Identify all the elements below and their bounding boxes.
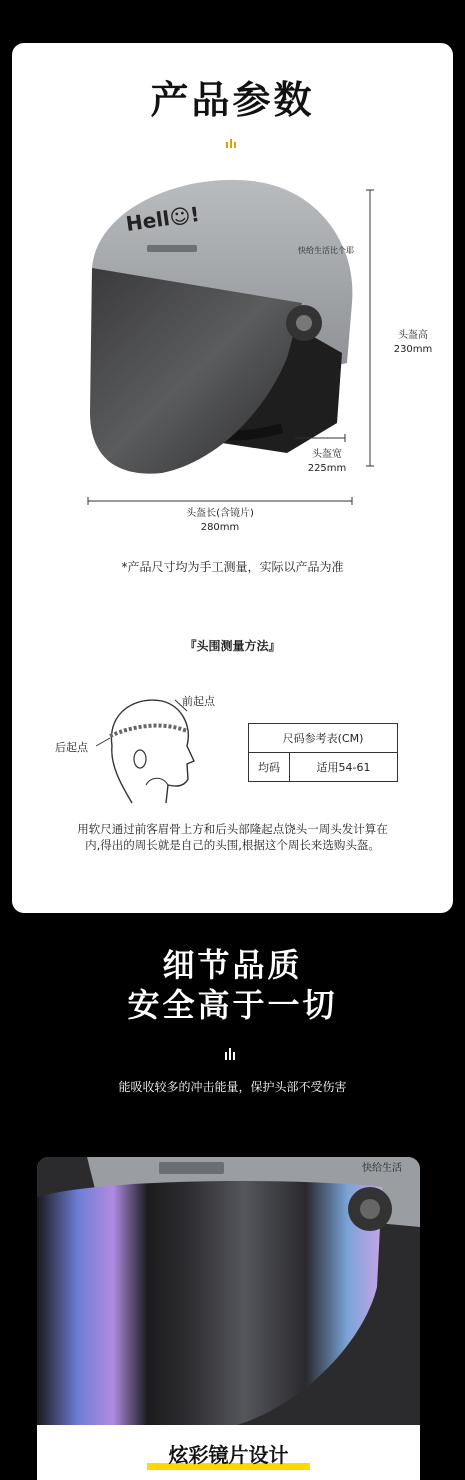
width-value: 225mm (307, 463, 347, 474)
visor-caption (37, 1425, 420, 1480)
visor-caption-text: 炫彩镜片设计 (168, 1443, 289, 1467)
detail-title-line2: 安全高于一切 (127, 986, 338, 1024)
detail-subtitle: 能吸收较多的冲击能量，保护头部不受伤害 (118, 1080, 347, 1094)
helmet-hello-text: Hell☺! (124, 201, 201, 236)
table-row (249, 724, 398, 753)
height-label: 头盔高 (398, 330, 428, 341)
detail-title (0, 945, 465, 1025)
length-label: 头盔长(含镜片) (186, 508, 254, 519)
front-point-label: 前起点 (182, 695, 215, 708)
helmet-slogan-text: 快给生活比个耶 (298, 246, 354, 255)
section-title: 产品参数 (150, 78, 315, 122)
size-row-label: 均码 (249, 753, 290, 782)
size-reference-table (248, 723, 398, 782)
product-params-card (12, 43, 453, 913)
size-row-value: 适用54-61 (290, 753, 398, 782)
size-table-header: 尺码参考表(CM) (249, 724, 398, 753)
height-value: 230mm (393, 344, 433, 355)
measurement-note: *产品尺寸均为手工测量，实际以产品为准 (121, 560, 344, 574)
visor-detail-photo (37, 1157, 420, 1480)
measure-subtitle: 『头围测量方法』 (184, 639, 281, 653)
pointer-lines (12, 43, 453, 913)
back-point-label: 后起点 (55, 741, 88, 754)
measure-instructions: 用软尺通过前客眉骨上方和后头部隆起点饶头一周头发计算在内,得出的周长就是自己的头围,根据这个周长来选购头盔。 (77, 822, 388, 852)
table-row (249, 753, 398, 782)
detail-title-line1: 细节品质 (162, 946, 303, 984)
photo-slogan-text: 快给生活 (362, 1163, 402, 1174)
decor-bars-white-icon (225, 1045, 235, 1064)
iridescent-visor-illustration (37, 1157, 420, 1425)
length-value: 280mm (200, 522, 240, 533)
width-label: 头盔宽 (312, 449, 342, 460)
